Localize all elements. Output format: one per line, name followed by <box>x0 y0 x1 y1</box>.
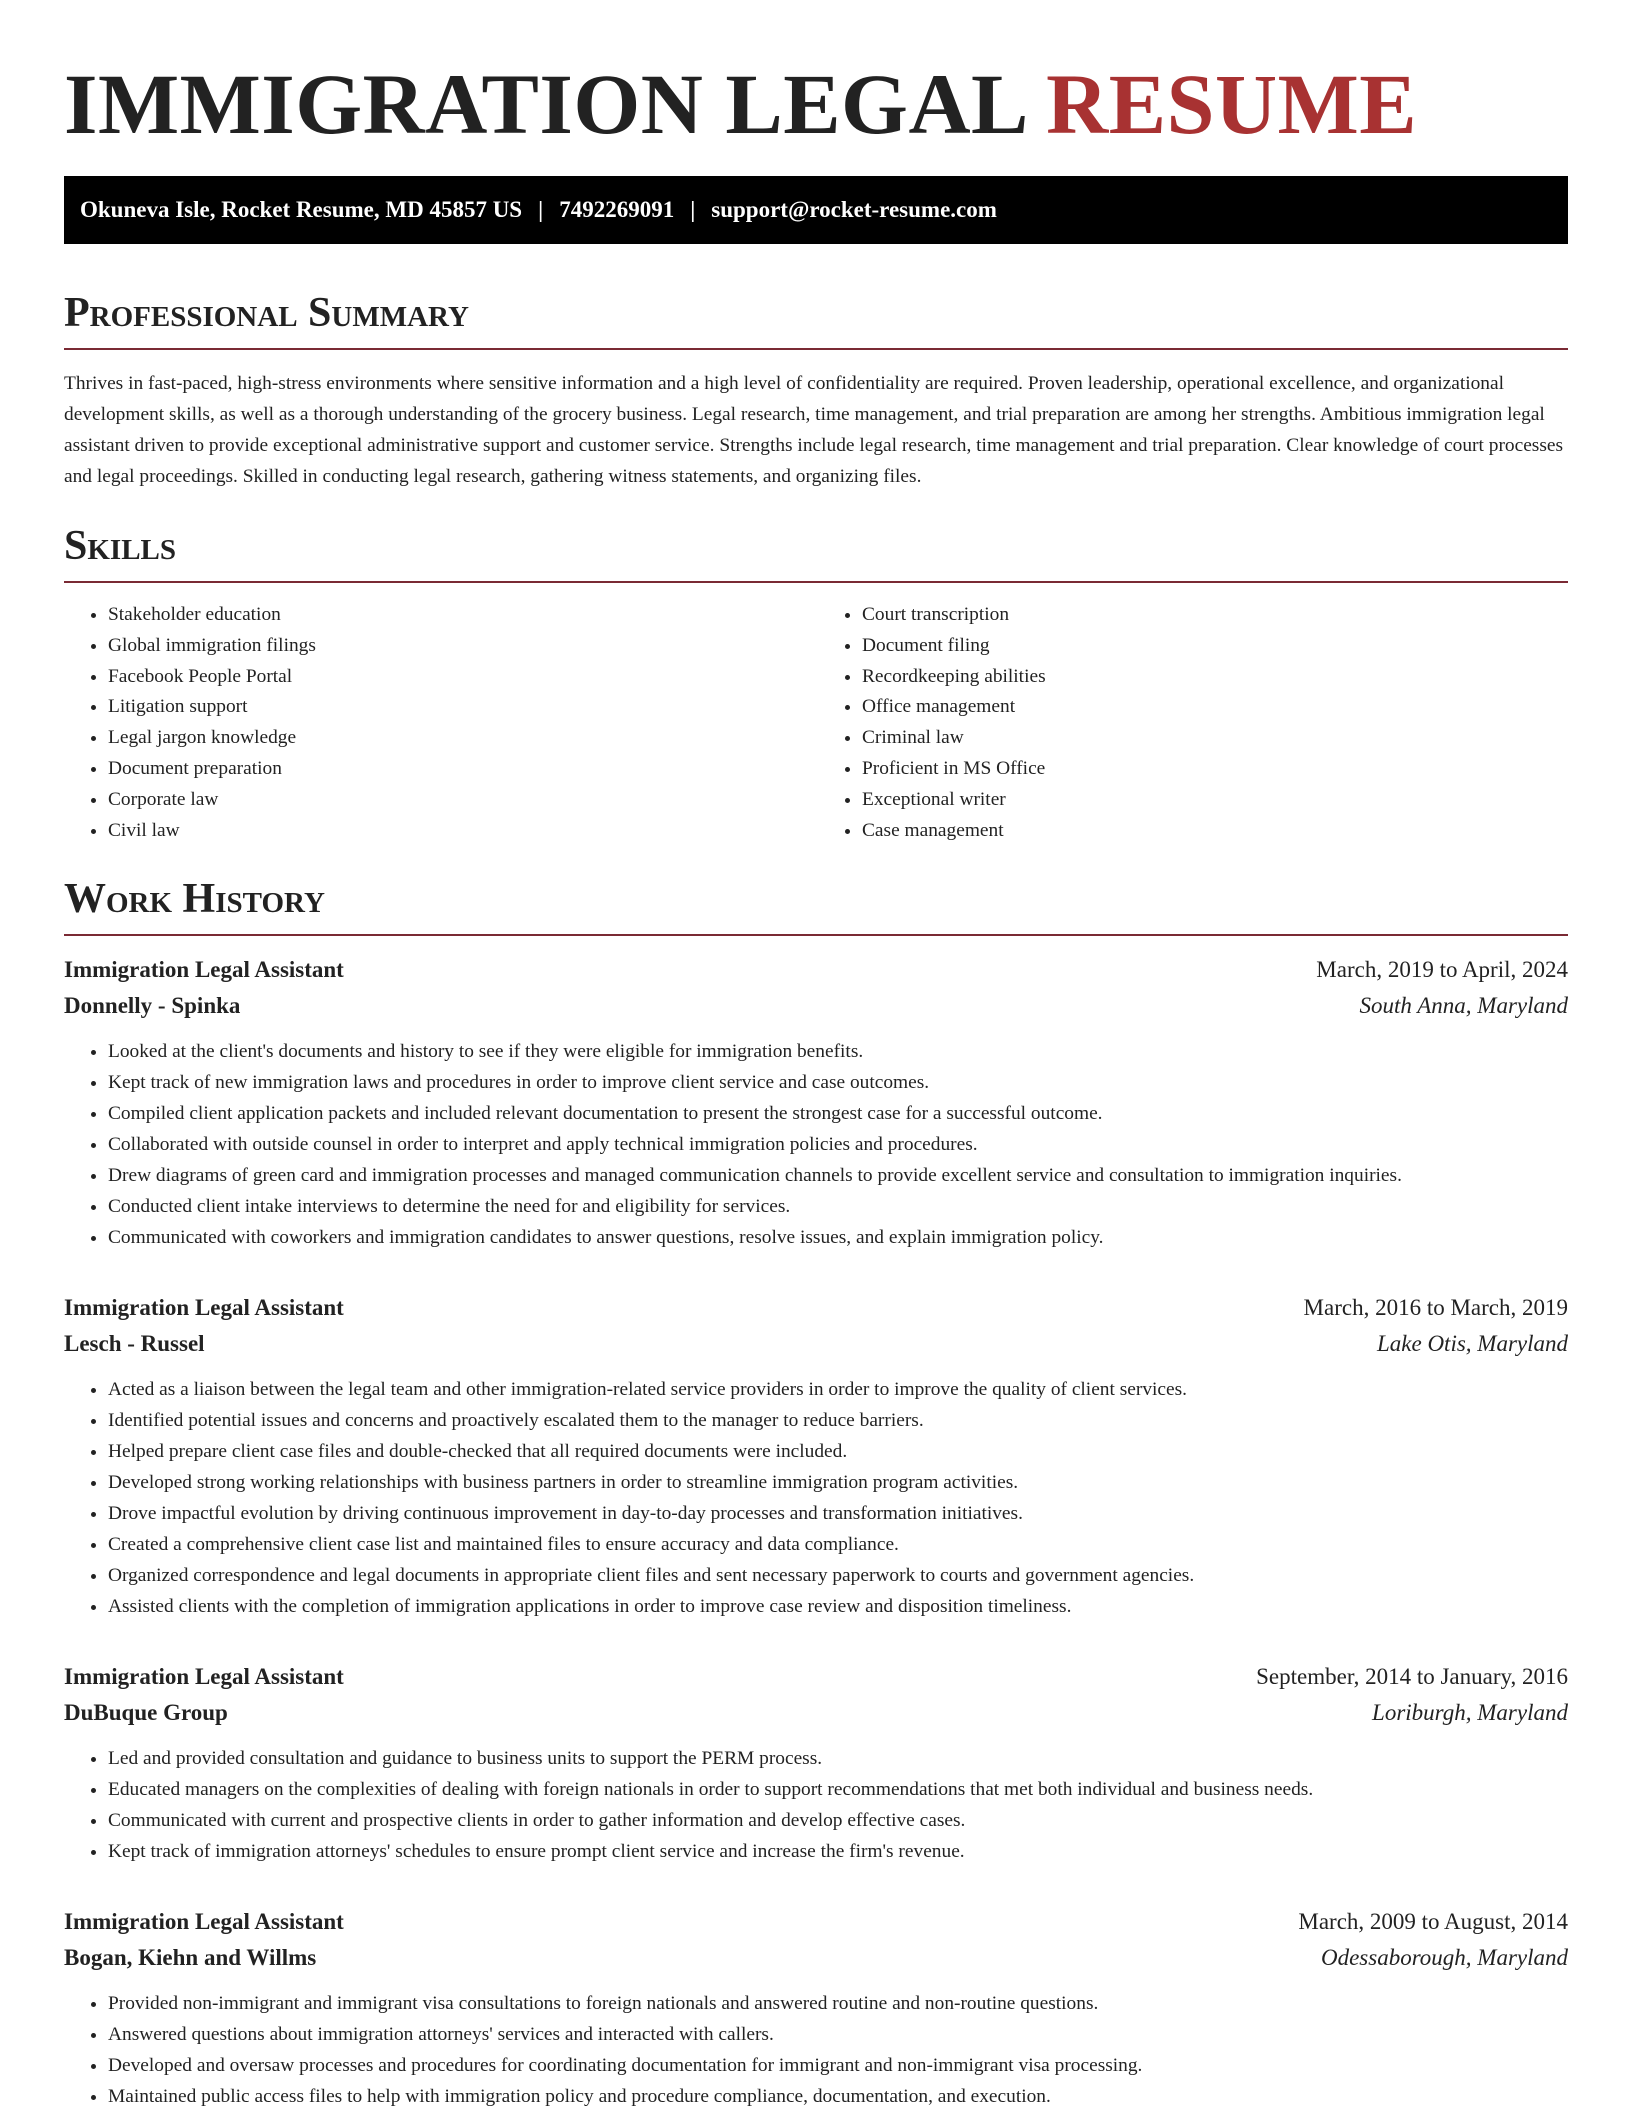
contact-address: Okuneva Isle, Rocket Resume, MD 45857 US <box>80 197 523 222</box>
job-bullet: • Organized correspondence and legal documents in appropriate client files and sent necessary paperwork to courts and government agencies. <box>108 1560 1568 1591</box>
work-history-title: Work History <box>64 876 325 923</box>
job-bullet: • Answered questions about immigration attorneys' services and interacted with callers. <box>108 2019 1568 2050</box>
job-bullet: • Looked at the client's documents and history to see if they were eligible for immigration benefits. <box>108 1036 1568 1067</box>
job-company-row <box>64 988 1568 1024</box>
job-bullet: • Drove impactful evolution by driving continuous improvement in day-to-day processes and transformation initiatives. <box>108 1498 1568 1529</box>
job-bullet: • Provided non-immigrant and immigrant visa consultations to foreign nationals and answered routine and non-routine questions. <box>108 1988 1568 2019</box>
job-entry <box>64 952 1568 1253</box>
skill-item: • Global immigration filings <box>108 631 816 662</box>
skills-title: Skills <box>64 523 177 569</box>
job-bullet: • Created a comprehensive client case list and maintained files to ensure accuracy and data compliance. <box>108 1529 1568 1560</box>
job-bullet: • Drew diagrams of green card and immigration processes and managed communication channels to provide excellent service and consultation to immigration inquiries. <box>108 1160 1568 1191</box>
skill-item: • Civil law <box>108 816 816 847</box>
section-divider <box>64 348 1568 350</box>
skill-item: • Facebook People Portal <box>108 662 816 693</box>
name-main: IMMIGRATION LEGAL <box>64 56 1025 152</box>
job-location: South Anna, Maryland <box>1359 993 1568 1019</box>
skills-columns <box>64 600 1568 846</box>
job-bullet: • Led and provided consultation and guidance to business units to support the PERM process. <box>108 1743 1568 1774</box>
resume-name-heading <box>64 54 1568 154</box>
name-accent: RESUME <box>1046 56 1418 152</box>
job-header-row <box>64 1659 1568 1695</box>
job-company-row <box>64 1940 1568 1976</box>
skills-list-right <box>816 600 1568 846</box>
job-bullet-list <box>64 1374 1568 1622</box>
job-company-row <box>64 1326 1568 1362</box>
contact-separator: | <box>690 197 696 222</box>
job-bullet: • Maintained public access files to help with immigration policy and procedure compliance, documentation, and execution. <box>108 2081 1568 2112</box>
job-bullet: • Communicated with coworkers and immigration candidates to answer questions, resolve issues, and explain immigration policy. <box>108 1222 1568 1253</box>
skill-item: • Exceptional writer <box>862 785 1568 816</box>
skill-item: • Office management <box>862 692 1568 723</box>
skill-item: • Proficient in MS Office <box>862 754 1568 785</box>
summary-section <box>64 287 1568 492</box>
skill-item: • Recordkeeping abilities <box>862 662 1568 693</box>
job-location: Odessaborough, Maryland <box>1320 1945 1568 1971</box>
contact-separator: | <box>538 197 544 222</box>
job-bullet: • Acted as a liaison between the legal team and other immigration-related service providers in order to improve the quality of client services. <box>108 1374 1568 1405</box>
job-company: Bogan, Kiehn and Willms <box>64 1945 317 1971</box>
job-bullet: • Compiled client application packets and included relevant documentation to present the strongest case for a successful outcome. <box>108 1098 1568 1129</box>
skill-item: • Legal jargon knowledge <box>108 723 816 754</box>
skill-item: • Case management <box>862 816 1568 847</box>
job-bullet: • Kept track of immigration attorneys' schedules to ensure prompt client service and increase the firm's revenue. <box>108 1836 1568 1867</box>
summary-title: Professional Summary <box>64 290 469 336</box>
job-company: DuBuque Group <box>64 1700 228 1726</box>
job-header-row <box>64 1290 1568 1326</box>
job-dates: March, 2009 to August, 2014 <box>1298 1909 1568 1935</box>
job-bullet-list <box>64 1743 1568 1867</box>
job-bullet: • Kept track of new immigration laws and procedures in order to improve client service and case outcomes. <box>108 1067 1568 1098</box>
job-header-row <box>64 952 1568 988</box>
job-title: Immigration Legal Assistant <box>64 1909 344 1935</box>
skills-section <box>64 520 1568 846</box>
job-dates: March, 2016 to March, 2019 <box>1303 1295 1568 1321</box>
skills-list-left <box>64 600 816 846</box>
job-bullet-list <box>64 1988 1568 2112</box>
job-title: Immigration Legal Assistant <box>64 1664 344 1690</box>
job-bullet: • Collaborated with outside counsel in order to interpret and apply technical immigration policies and procedures. <box>108 1129 1568 1160</box>
job-entry <box>64 1290 1568 1622</box>
job-title: Immigration Legal Assistant <box>64 1295 344 1321</box>
contact-phone: 7492269091 <box>559 197 675 222</box>
job-dates: March, 2019 to April, 2024 <box>1316 957 1568 983</box>
job-location: Loriburgh, Maryland <box>1372 1700 1568 1726</box>
skill-item: • Court transcription <box>862 600 1568 631</box>
skill-item: • Criminal law <box>862 723 1568 754</box>
contact-bar <box>64 176 1568 244</box>
job-bullet-list <box>64 1036 1568 1253</box>
skill-item: • Document preparation <box>108 754 816 785</box>
job-bullet: • Communicated with current and prospective clients in order to gather information and develop effective cases. <box>108 1805 1568 1836</box>
job-bullet: • Identified potential issues and concerns and proactively escalated them to the manager to reduce barriers. <box>108 1405 1568 1436</box>
job-bullet: • Assisted clients with the completion of immigration applications in order to improve case review and disposition timeliness. <box>108 1591 1568 1622</box>
summary-text: Thrives in fast-paced, high-stress environments where sensitive information and a high level of confidentiality are required. Proven leadership, operational excellence, and organizational development skills, as well as a thorough understanding of the grocery business. Legal research, time management, and trial preparation are among her strengths. Ambitious immigration legal assistant driven to provide exceptional administrative support and customer service. Strengths include legal research, time management and trial preparation. Clear knowledge of court processes and legal proceedings. Skilled in conducting legal research, gathering witness statements, and organizing files. <box>64 373 1564 487</box>
job-dates: September, 2014 to January, 2016 <box>1256 1664 1568 1690</box>
skill-item: • Corporate law <box>108 785 816 816</box>
job-bullet: • Conducted client intake interviews to determine the need for and eligibility for services. <box>108 1191 1568 1222</box>
job-location: Lake Otis, Maryland <box>1376 1331 1568 1357</box>
section-divider <box>64 581 1568 583</box>
job-bullet: • Developed strong working relationships with business partners in order to streamline immigration program activities. <box>108 1467 1568 1498</box>
job-bullet: • Developed and oversaw processes and procedures for coordinating documentation for immigrant and non-immigrant visa processing. <box>108 2050 1568 2081</box>
job-bullet: • Helped prepare client case files and double-checked that all required documents were included. <box>108 1436 1568 1467</box>
job-entry <box>64 1904 1568 2112</box>
skill-item: • Stakeholder education <box>108 600 816 631</box>
job-bullet: • Educated managers on the complexities of dealing with foreign nationals in order to support recommendations that met both individual and business needs. <box>108 1774 1568 1805</box>
skill-item: • Document filing <box>862 631 1568 662</box>
job-title: Immigration Legal Assistant <box>64 957 344 983</box>
job-entry <box>64 1659 1568 1867</box>
job-header-row <box>64 1904 1568 1940</box>
contact-email: support@rocket-resume.com <box>711 197 997 222</box>
job-company: Donnelly - Spinka <box>64 993 241 1019</box>
job-company: Lesch - Russel <box>64 1331 205 1357</box>
skill-item: • Litigation support <box>108 692 816 723</box>
job-company-row <box>64 1695 1568 1731</box>
section-divider <box>64 934 1568 936</box>
work-history-section <box>64 873 1568 2112</box>
